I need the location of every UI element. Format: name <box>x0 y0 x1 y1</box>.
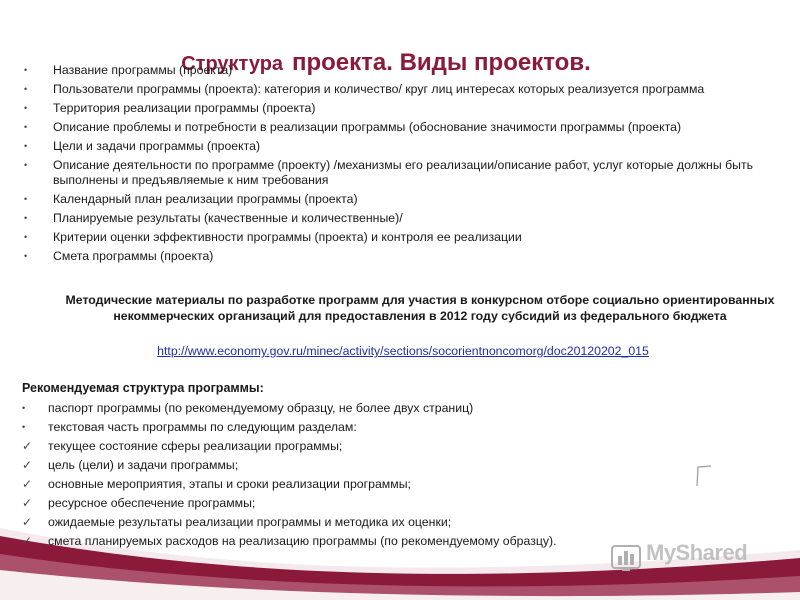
list-item: • Пользователи программы (проекта): категория и количество/ круг лиц интересах которых реализуется программа <box>24 82 705 96</box>
bullet-icon: • <box>24 232 28 242</box>
list-item: • Описание деятельности по программе (проекту) /механизмы его реализации/описание работ, услуг которые должны быть выполнены и предъявляемые к ним требования <box>24 158 754 187</box>
list-item: • паспорт программы (по рекомендуемому образцу, не более двух страниц) <box>22 401 474 415</box>
check-mark-icon: ✓ <box>22 496 33 510</box>
list-item: ✓ смета планируемых расходов на реализацию программы (по рекомендуемому образцу). <box>22 534 557 548</box>
list-item: • текстовая часть программы по следующим разделам: <box>22 420 357 434</box>
bullet-icon: • <box>22 422 26 432</box>
methodical-materials-heading: Методические материалы по разработке программ для участия в конкурсном отборе социально ориентированных некоммерческих организаций для предоставления в 2012 году субсидий из федерального бюджета <box>65 293 775 323</box>
bullet-icon: • <box>24 213 28 223</box>
check-mark-icon: ✓ <box>22 534 33 548</box>
check-mark-icon: ✓ <box>22 515 33 529</box>
list-item: • Календарный план реализации программы (проекта) <box>24 192 358 206</box>
list-item: • Название программы (проекта) <box>24 63 233 77</box>
bullet-icon: • <box>24 84 28 94</box>
list-item: • Описание проблемы и потребности в реализации программы (обоснование значимости программы (проекта) <box>24 120 682 134</box>
title-part-2: проекта. Виды проектов. <box>291 49 591 77</box>
watermark-text: MyShared <box>646 540 748 565</box>
bullet-icon: • <box>24 160 28 170</box>
list-item: • Планируемые результаты (качественные и количественные)/ <box>24 211 403 225</box>
recommended-structure-heading: Рекомендуемая структура программы: <box>22 381 264 395</box>
bullet-icon: • <box>24 251 28 261</box>
bullet-icon: • <box>24 103 28 113</box>
stray-mark-decoration <box>694 464 714 488</box>
bullet-icon: • <box>24 194 28 204</box>
list-item: ✓ ресурсное обеспечение программы; <box>22 496 256 510</box>
check-mark-icon: ✓ <box>22 477 33 491</box>
bullet-icon: • <box>22 403 26 413</box>
recommended-structure-list <box>22 401 762 553</box>
list-item: • Цели и задачи программы (проекта) <box>24 139 261 153</box>
bullet-icon: • <box>24 65 28 75</box>
bullet-icon: • <box>24 122 28 132</box>
bullet-icon: • <box>24 141 28 151</box>
list-item: ✓ ожидаемые результаты реализации программы и методика их оценки; <box>22 515 452 529</box>
list-item: • Смета программы (проекта) <box>24 249 214 263</box>
check-mark-icon: ✓ <box>22 458 33 472</box>
check-mark-icon: ✓ <box>22 439 33 453</box>
list-item: • Критерии оценки эффективности программы (проекта) и контроля ее реализации <box>24 230 522 244</box>
list-item: ✓ текущее состояние сферы реализации программы; <box>22 439 343 453</box>
title-part-1: Структура <box>181 53 284 76</box>
list-item: ✓ цель (цели) и задачи программы; <box>22 458 239 472</box>
list-item: ✓ основные мероприятия, этапы и сроки реализации программы; <box>22 477 411 491</box>
list-item: • Территория реализации программы (проекта) <box>24 101 316 115</box>
methodical-materials-link[interactable]: http://www.economy.gov.ru/minec/activity/sections/socorientnoncomorg/doc20120202_015 <box>157 344 649 358</box>
project-structure-list <box>22 63 792 268</box>
